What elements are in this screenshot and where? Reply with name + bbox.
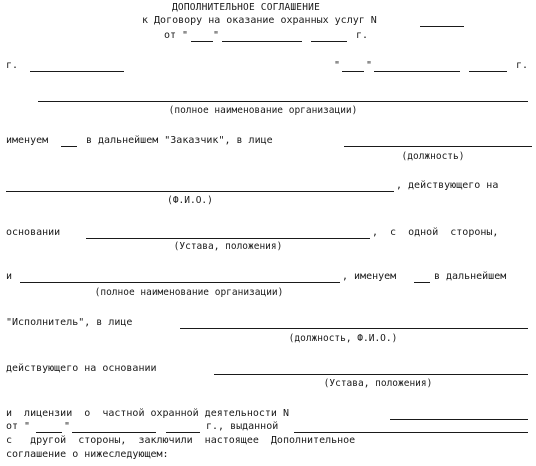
header-date-year-suffix: г. — [356, 30, 369, 41]
header-date-from: от " — [164, 30, 189, 41]
license-date-month-field[interactable] — [72, 432, 156, 433]
place-date-day-field[interactable] — [342, 71, 364, 72]
executor-organization-field[interactable] — [20, 282, 340, 283]
executor-position-fio-field[interactable] — [180, 328, 528, 329]
customer-one-side-text: , с одной стороны, — [372, 227, 499, 238]
customer-acting-text: , действующего на — [396, 180, 499, 191]
executor-acting-text: действующего на основании — [6, 363, 157, 374]
customer-organization-caption: (полное наименование организации) — [168, 105, 358, 116]
executor-position-caption: (должность, Ф.И.О.) — [288, 333, 398, 344]
customer-basis-caption: (Устава, положения) — [173, 241, 283, 252]
city-prefix: г. — [6, 60, 19, 71]
header-date-day-field[interactable] — [191, 41, 213, 42]
document-subtitle: к Договору на оказание охранных услуг N — [142, 15, 377, 26]
customer-named-text: именуем — [6, 135, 49, 146]
other-side-text: с другой стороны, заключили настоящее Дополнительное — [6, 435, 356, 446]
executor-named-ending-field[interactable] — [414, 282, 430, 283]
agreement-text: соглашение о нижеследующем: — [6, 449, 169, 460]
customer-organization-field[interactable] — [38, 101, 528, 102]
customer-basis-field[interactable] — [86, 238, 370, 239]
place-date-close-quote: " — [366, 60, 373, 71]
license-number-field[interactable] — [390, 419, 528, 420]
executor-role-text: "Исполнитель", в лице — [6, 317, 133, 328]
license-from-text: от " — [6, 421, 31, 432]
place-date-open-quote: " — [334, 60, 341, 71]
customer-fio-field[interactable] — [6, 191, 394, 192]
license-date-day-field[interactable] — [36, 432, 62, 433]
city-field[interactable] — [30, 71, 124, 72]
executor-named-text: , именуем — [342, 271, 397, 282]
contract-number-field[interactable] — [420, 26, 464, 27]
executor-basis-caption: (Устава, положения) — [323, 378, 433, 389]
header-date-quote: " — [213, 30, 220, 41]
customer-fio-caption: (Ф.И.О.) — [167, 195, 213, 206]
customer-basis-text: основании — [6, 227, 61, 238]
executor-and-text: и — [6, 271, 13, 282]
license-date-year-field[interactable] — [166, 432, 200, 433]
place-date-year-field[interactable] — [469, 71, 507, 72]
document-title: ДОПОЛНИТЕЛЬНОЕ СОГЛАШЕНИЕ — [172, 2, 320, 13]
license-text: и лицензии о частной охранной деятельности N — [6, 408, 289, 419]
header-date-year-field[interactable] — [311, 41, 347, 42]
executor-named-text-2: в дальнейшем — [434, 271, 507, 282]
header-date-month-field[interactable] — [222, 41, 302, 42]
customer-named-text-2: в дальнейшем "Заказчик", в лице — [86, 135, 273, 146]
executor-basis-field[interactable] — [214, 374, 528, 375]
customer-position-field[interactable] — [344, 146, 532, 147]
customer-position-caption: (должность) — [401, 151, 465, 162]
license-date-close-quote: " — [64, 421, 71, 432]
executor-organization-caption: (полное наименование организации) — [94, 287, 284, 298]
customer-named-ending-field[interactable] — [61, 146, 77, 147]
license-issued-text: г., выданной — [206, 421, 279, 432]
license-issuer-field[interactable] — [294, 432, 528, 433]
place-date-year-suffix: г. — [516, 60, 529, 71]
place-date-month-field[interactable] — [374, 71, 460, 72]
